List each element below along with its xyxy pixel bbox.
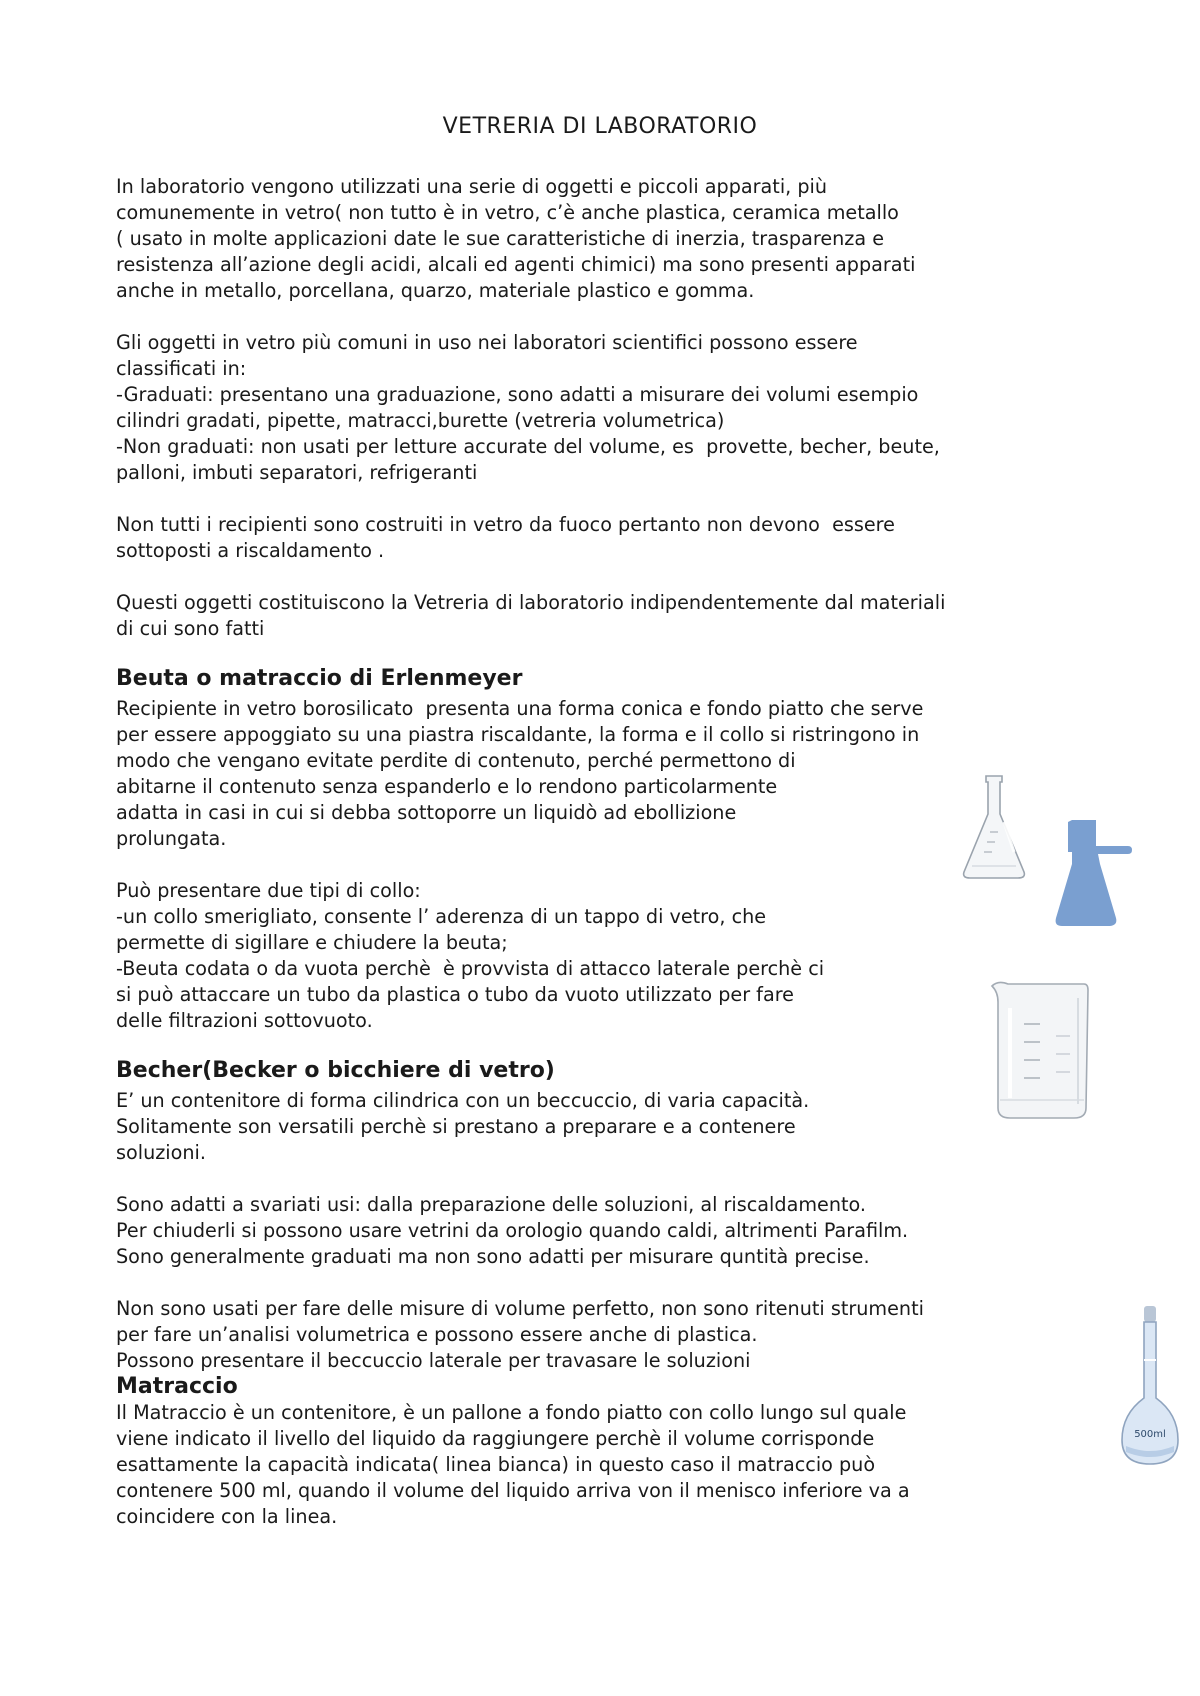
section-heading-becher: Becher(Becker o bicchiere di vetro) [116, 1058, 555, 1083]
intro-line: ( usato in molte applicazioni date le sue caratteristiche di inerzia, trasparenza e [116, 227, 885, 250]
beuta-line: -Beuta codata o da vuota perchè è provvista di attacco laterale perchè ci [116, 957, 825, 980]
beuta-line: Recipiente in vetro borosilicato presenta una forma conica e fondo piatto che serve [116, 697, 924, 720]
intro-line: resistenza all’azione degli acidi, alcali ed agenti chimici) ma sono presenti apparati [116, 253, 916, 276]
matraccio-line: Il Matraccio è un contenitore, è un pallone a fondo piatto con collo lungo sul quale [116, 1401, 907, 1424]
becher-line: E’ un contenitore di forma cilindrica con un beccuccio, di varia capacità. [116, 1089, 810, 1112]
intro-line: comunemente in vetro( non tutto è in vetro, c’è anche plastica, ceramica metallo [116, 201, 899, 224]
matraccio-line: coincidere con la linea. [116, 1505, 338, 1528]
classification-line: cilindri gradati, pipette, matracci,burette (vetreria volumetrica) [116, 409, 725, 432]
beuta-line: delle filtrazioni sottovuoto. [116, 1009, 373, 1032]
flask-capacity-label: 500ml [1134, 1429, 1166, 1440]
volumetric-flask-image [1118, 1306, 1182, 1474]
becher-line: Non sono usati per fare delle misure di volume perfetto, non sono ritenuti strumenti [116, 1297, 924, 1320]
definition-line: Questi oggetti costituiscono la Vetreria di laboratorio indipendentemente dal materiali [116, 591, 946, 614]
vacuum-flask-image [1054, 818, 1134, 928]
beuta-line: abitarne il contenuto senza espanderlo e lo rendono particolarmente [116, 775, 778, 798]
becher-line: per fare un’analisi volumetrica e possono essere anche di plastica. [116, 1323, 758, 1346]
matraccio-line: esattamente la capacità indicata( linea bianca) in questo caso il matraccio può [116, 1453, 876, 1476]
intro-line: anche in metallo, porcellana, quarzo, materiale plastico e gomma. [116, 279, 755, 302]
becher-line: Sono generalmente graduati ma non sono adatti per misurare quntità precise. [116, 1245, 870, 1268]
erlenmeyer-flask-image [960, 772, 1028, 882]
matraccio-line: viene indicato il livello del liquido da raggiungere perchè il volume corrisponde [116, 1427, 875, 1450]
section-heading-beuta: Beuta o matraccio di Erlenmeyer [116, 666, 523, 691]
section-heading-matraccio: Matraccio [116, 1374, 238, 1399]
beuta-line: modo che vengano evitate perdite di contenuto, perché permettono di [116, 749, 796, 772]
becher-line: Per chiuderli si possono usare vetrini da orologio quando caldi, altrimenti Parafilm. [116, 1219, 909, 1242]
beuta-line: permette di sigillare e chiudere la beuta; [116, 931, 508, 954]
beuta-line: -un collo smerigliato, consente l’ aderenza di un tappo di vetro, che [116, 905, 767, 928]
becher-line: Sono adatti a svariati usi: dalla preparazione delle soluzioni, al riscaldamento. [116, 1193, 867, 1216]
intro-line: In laboratorio vengono utilizzati una serie di oggetti e piccoli apparati, più [116, 175, 828, 198]
warning-line: Non tutti i recipienti sono costruiti in vetro da fuoco pertanto non devono essere [116, 513, 895, 536]
warning-line: sottoposti a riscaldamento . [116, 539, 385, 562]
beuta-line: adatta in casi in cui si debba sottoporre un liquidò ad ebollizione [116, 801, 737, 824]
becher-line: Solitamente son versatili perchè si prestano a preparare e a contenere [116, 1115, 796, 1138]
beaker-image [988, 978, 1094, 1122]
classification-line: palloni, imbuti separatori, refrigeranti [116, 461, 478, 484]
beuta-line: si può attaccare un tubo da plastica o tubo da vuoto utilizzato per fare [116, 983, 794, 1006]
definition-line: di cui sono fatti [116, 617, 265, 640]
classification-line: classificati in: [116, 357, 247, 380]
classification-line: -Non graduati: non usati per letture accurate del volume, es provette, becher, beute, [116, 435, 940, 458]
beuta-line: prolungata. [116, 827, 227, 850]
becher-line: Possono presentare il beccuccio laterale per travasare le soluzioni [116, 1349, 751, 1372]
becher-line: soluzioni. [116, 1141, 206, 1164]
classification-line: Gli oggetti in vetro più comuni in uso nei laboratori scientifici possono essere [116, 331, 858, 354]
classification-line: -Graduati: presentano una graduazione, sono adatti a misurare dei volumi esempio [116, 383, 919, 406]
beuta-line: per essere appoggiato su una piastra riscaldante, la forma e il collo si ristringono in [116, 723, 920, 746]
page-title: VETRERIA DI LABORATORIO [442, 114, 758, 139]
matraccio-line: contenere 500 ml, quando il volume del liquido arriva von il menisco inferiore va a [116, 1479, 910, 1502]
beuta-line: Può presentare due tipi di collo: [116, 879, 421, 902]
